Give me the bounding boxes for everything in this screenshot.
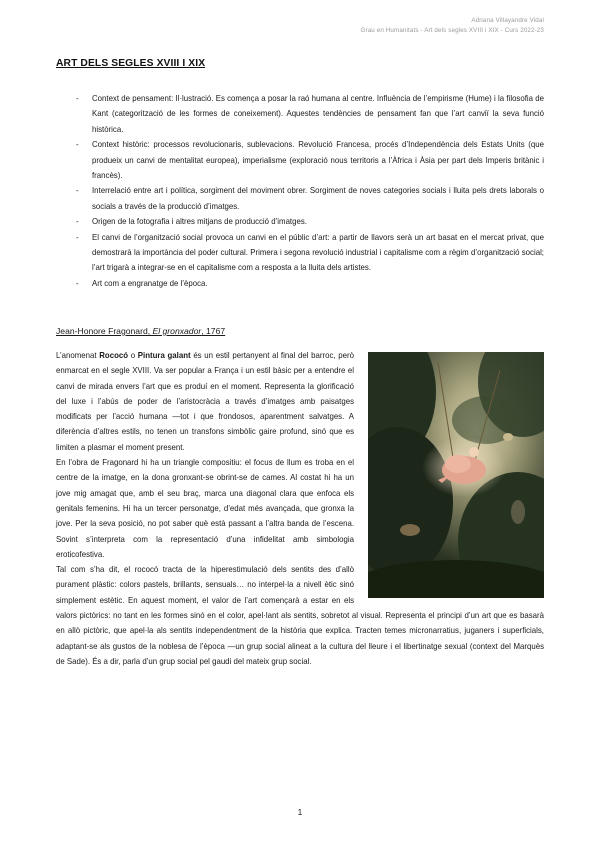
bullet-item — [56, 91, 544, 137]
paragraph-text: L’anomenat — [56, 351, 100, 360]
page-title: ART DELS SEGLES XVIII I XIX — [56, 58, 206, 69]
term-rococo: Rococó — [99, 351, 129, 360]
bullet-item — [56, 276, 544, 291]
bullet-text: Art com a engranatge de l’època. — [92, 278, 208, 288]
artist-name: Jean-Honore Fragonard, — [56, 326, 153, 336]
bullet-item — [56, 183, 544, 214]
bullet-text: Context històric: processos revolucionaris, sublevacions. Revolució Francesa, procés d’Independència dels Estats Units (que produeix un canvi de mentalitat europea), imperialisme (exploració nous territoris a l’Àfrica i Àsia per part dels Imperis britànic i francès). — [92, 140, 544, 181]
bullet-text: Interrelació entre art i política, sorgiment del moviment obrer. Sorgiment de noves categories socials i lluita pels drets laborals o socials a través de la producció d’imatges. — [92, 186, 544, 211]
the-swing-painting — [368, 352, 544, 598]
section-heading — [56, 326, 225, 336]
bullet-marker: - — [76, 278, 79, 288]
paragraph-text: o — [128, 351, 138, 360]
bullet-text: Origen de la fotografia i altres mitjans de producció d’imatges. — [92, 217, 307, 227]
section-body — [56, 348, 544, 669]
composition-paragraph: En l’obra de Fragonard hi ha un triangle compositiu: el focus de llum es troba en el centre de la imatge, en la dona gronxant-se obrint-se de cames. Al costat hi ha un jove mig amagat que, amb el seu braç, marca una diagonal clara que enfoca els genitals femenins. Hi ha un tercer personatge, d’edat més avançada, que gronxa la jove. Per la seva posició, no pot saber què està passant a l’altra banda de l’escena. Sovint s’interpreta com la representació d’una infidelitat amb simbologia eroticofestiva. — [56, 458, 354, 559]
context-bullet-list — [56, 91, 544, 291]
painting-year: , 1767 — [201, 326, 226, 336]
page-number: 1 — [297, 807, 303, 817]
conclusion-paragraph: Tal com s’ha dit, el rococó tracta de la hiperestimulació dels sentits des d’allò purament plàstic: colors pastels, brillants, sensuals… no interpel·la a nivell ètic sinó simplement estètic. En aquest moment, el valor de l’art començarà a estar en els valors pictòrics: no tant en les formes sinó en el color, apel·lant als sentits, sobretot al visual. Representa el principi d’un art que es basarà en allò pictòric, que apel·la als sentits independentment de la història que explica. Tracten temes micronarratius, juganers i superficials, adaptant-se als gustos de la noblesa de l’època —un grup social alineat a la cultura del lleure i el libertinatge sexual (context del Marquès de Sade). És a dir, parla d’un grup social pel gaudi del mateix grup social. — [56, 565, 544, 666]
painting-image — [368, 352, 544, 598]
bullet-text: El canvi de l’organització social provoca un canvi en el públic d’art: a partir de llavors serà un art basat en el mercat privat, que demostrarà la importància del poder cultural. Primera i segona revolució industrial i capitalisme com a règim d’organització social; l’art trigarà a integrar-se en el capitalisme com a resposta a la lluita dels artistes. — [92, 232, 544, 273]
bullet-marker: - — [76, 94, 79, 103]
header-author: Adriana Villayandre Vidal — [471, 17, 544, 24]
term-pintura-galant: Pintura galant — [137, 351, 191, 360]
bullet-item — [56, 230, 544, 276]
bullet-item — [56, 214, 544, 229]
bullet-marker: - — [76, 232, 79, 242]
bullet-marker: - — [76, 217, 79, 227]
header-course: Grau en Humanitats - Art dels segles XVIII i XIX - Curs 2022-23 — [360, 27, 544, 34]
page-header — [361, 16, 544, 36]
bullet-marker: - — [76, 186, 79, 196]
painting-title: El gronxador — [152, 326, 202, 336]
bullet-marker: - — [76, 140, 79, 150]
paragraph-text: és un estil pertanyent al final del barroc, però enmarcat en el segle XVIII. Va ser popular a França i un estil bàsic per a entendre el canvi de mirada envers l’art que es produí en el moment. Representa la glorificació del luxe i l’abús de poder de l’aristocràcia a través d’imatges amb paisatges modificats per l’acció humana —tot i que frondosos, aparentment salvatges. A diferència d’altres estils, no tenen un transfons simbòlic gaire profund, sinó que es limiten a plasmar el moment present. — [56, 351, 354, 452]
bullet-item — [56, 137, 544, 183]
bullet-text: Context de pensament: Il·lustració. Es comença a posar la raó humana al centre. Influència de l’empirisme (Hume) i la filosofia de Kant (categorització de les formes de coneixement). Aquestes tendències de pensament fan que l’art canviï la seva funció històrica. — [92, 94, 544, 134]
